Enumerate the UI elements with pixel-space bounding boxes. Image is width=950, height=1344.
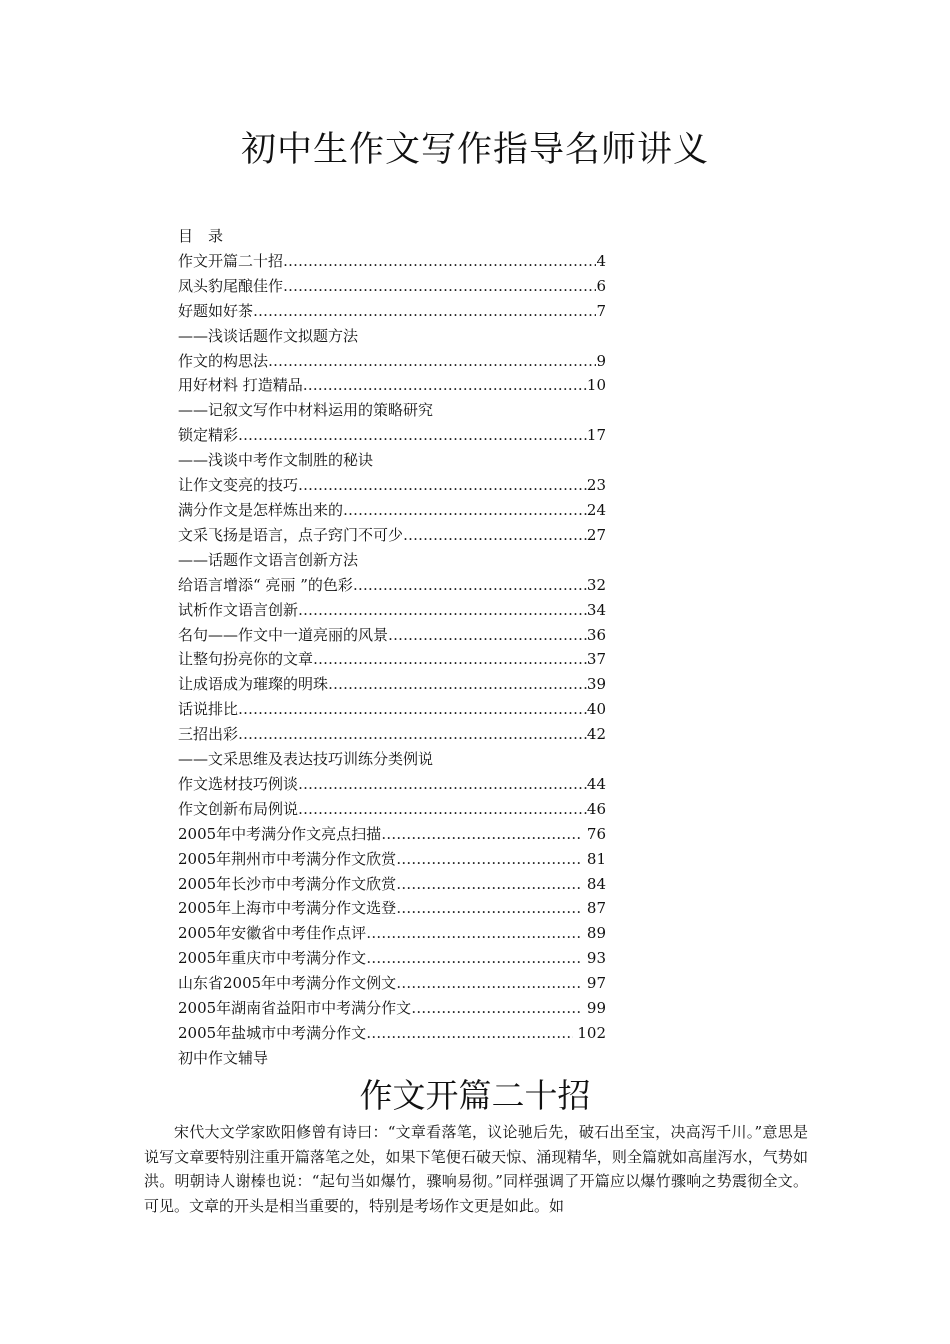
toc-entry-title: 三招出彩 bbox=[178, 725, 239, 744]
toc-entry-title: 山东省2005年中考满分作文例文 bbox=[178, 974, 397, 993]
toc-entry-title: 满分作文是怎样炼出来的 bbox=[178, 500, 344, 519]
toc-entry-page: 89 bbox=[582, 924, 606, 943]
toc-entry-page: 10 bbox=[586, 376, 606, 395]
toc-entry[interactable] bbox=[178, 722, 606, 747]
toc-leader-dots bbox=[298, 598, 587, 623]
toc-entry-title: 2005年中考满分作文亮点扫描 bbox=[178, 824, 382, 843]
toc-subtitle: ——记叙文写作中材料运用的策略研究 bbox=[178, 401, 434, 420]
toc-entry-page: 17 bbox=[586, 426, 606, 445]
toc-leader-dots bbox=[298, 473, 587, 498]
toc-leader-dots bbox=[388, 623, 587, 648]
toc-leader-dots bbox=[366, 946, 582, 971]
section-title: 作文开篇二十招 bbox=[359, 1076, 591, 1115]
toc-entry[interactable] bbox=[178, 523, 606, 548]
toc-leader-dots bbox=[396, 896, 582, 921]
toc-entry[interactable] bbox=[178, 373, 606, 398]
toc-entry-title: 用好材料 打造精品 bbox=[178, 376, 303, 395]
toc-entry-title: 作文开篇二十招 bbox=[178, 251, 284, 270]
toc-leader-dots bbox=[403, 523, 587, 548]
toc-leader-dots bbox=[411, 996, 582, 1021]
toc-entry-page: 23 bbox=[586, 476, 606, 495]
toc-entry-page: 37 bbox=[586, 650, 606, 669]
toc-entry-page: 4 bbox=[596, 251, 606, 270]
toc-entry-title: 作文创新布局例说 bbox=[178, 799, 299, 818]
toc-subtitle: ——话题作文语言创新方法 bbox=[178, 550, 359, 569]
toc-entry-page: 40 bbox=[586, 700, 606, 719]
toc-entry-page: 6 bbox=[596, 276, 606, 295]
toc-entry-page: 34 bbox=[586, 600, 606, 619]
toc-leader-dots bbox=[283, 274, 596, 299]
toc-entry[interactable] bbox=[178, 971, 606, 996]
toc-entry-page: 24 bbox=[586, 500, 606, 519]
toc-leader-dots bbox=[396, 872, 582, 897]
toc-leader-dots bbox=[396, 847, 582, 872]
toc-entry-page: 102 bbox=[572, 1024, 606, 1042]
toc-entry[interactable] bbox=[178, 573, 606, 598]
toc-entry-page: 42 bbox=[586, 725, 606, 744]
toc-leader-dots bbox=[381, 822, 582, 847]
toc-entry-title: 2005年安徽省中考佳作点评 bbox=[178, 924, 367, 943]
toc-leader-dots bbox=[238, 423, 587, 448]
toc-entry-title: 让作文变亮的技巧 bbox=[178, 476, 299, 495]
toc-leader-dots bbox=[396, 971, 582, 996]
toc-leader-dots bbox=[303, 373, 587, 398]
toc-entry-page: 46 bbox=[586, 799, 606, 818]
toc-leader-dots bbox=[238, 722, 587, 747]
toc-entry-title: 让成语成为璀璨的明珠 bbox=[178, 675, 329, 694]
toc-entry[interactable] bbox=[178, 921, 606, 946]
toc-entry-title: 2005年盐城市中考满分作文 bbox=[178, 1024, 367, 1042]
toc-entry[interactable] bbox=[178, 872, 606, 897]
toc-entry-page: 97 bbox=[582, 974, 606, 993]
toc-entry[interactable] bbox=[178, 349, 606, 374]
toc-entry-title: 2005年长沙市中考满分作文欣赏 bbox=[178, 874, 397, 893]
toc-entry-title: 凤头豹尾酿佳作 bbox=[178, 276, 284, 295]
toc-entry-page: 93 bbox=[582, 949, 606, 968]
toc-entry[interactable] bbox=[178, 423, 606, 448]
toc-entry[interactable] bbox=[178, 249, 606, 274]
toc-entry-page: 87 bbox=[582, 899, 606, 918]
toc-leader-dots bbox=[313, 647, 587, 672]
toc-entry-title: 2005年湖南省益阳市中考满分作文 bbox=[178, 999, 412, 1018]
toc-entry-title: 话说排比 bbox=[178, 700, 239, 719]
toc-entry-page: 27 bbox=[586, 525, 606, 544]
table-of-contents bbox=[178, 224, 618, 1071]
toc-entry-page: 7 bbox=[596, 301, 606, 320]
toc-entry-title: 2005年上海市中考满分作文选登 bbox=[178, 899, 397, 918]
toc-entry-title: 让整句扮亮你的文章 bbox=[178, 650, 314, 669]
toc-entry[interactable] bbox=[178, 822, 606, 847]
toc-entry-page: 84 bbox=[582, 874, 606, 893]
toc-entry[interactable] bbox=[178, 896, 606, 921]
toc-leader-dots bbox=[238, 697, 587, 722]
toc-leader-dots bbox=[328, 672, 587, 697]
toc-entry[interactable] bbox=[178, 797, 606, 822]
toc-heading: 目 录 bbox=[178, 227, 224, 245]
toc-entry-title: 好题如好茶 bbox=[178, 301, 254, 320]
toc-entry-page: 76 bbox=[582, 824, 606, 843]
toc-entry-title: 作文选材技巧例谈 bbox=[178, 774, 299, 793]
toc-entry[interactable] bbox=[178, 697, 606, 722]
toc-entry[interactable] bbox=[178, 946, 606, 971]
toc-entry[interactable] bbox=[178, 299, 606, 324]
toc-trailing-text: 初中作文辅导 bbox=[178, 1048, 269, 1067]
toc-leader-dots bbox=[353, 573, 587, 598]
toc-entry[interactable] bbox=[178, 847, 606, 872]
toc-entry-page: 44 bbox=[586, 774, 606, 793]
toc-entry[interactable] bbox=[178, 598, 606, 623]
document-title: 初中生作文写作指导名师讲义 bbox=[240, 130, 709, 170]
toc-entry[interactable] bbox=[178, 996, 606, 1021]
toc-leader-dots bbox=[298, 772, 587, 797]
toc-subtitle: ——浅谈话题作文拟题方法 bbox=[178, 326, 359, 345]
toc-entry[interactable] bbox=[178, 772, 606, 797]
toc-entry-page: 99 bbox=[582, 999, 606, 1018]
toc-leader-dots bbox=[343, 498, 587, 523]
toc-entry-title: 锁定精彩 bbox=[178, 426, 239, 445]
toc-entry-page: 9 bbox=[596, 351, 606, 370]
toc-entry-title: 2005年重庆市中考满分作文 bbox=[178, 949, 367, 968]
toc-entry-page: 81 bbox=[582, 849, 606, 868]
toc-entry-title: 作文的构思法 bbox=[178, 351, 269, 370]
toc-entry-title: 名句——作文中一道亮丽的风景 bbox=[178, 625, 389, 644]
toc-entry-title: 给语言增添“ 亮丽 ”的色彩 bbox=[178, 575, 353, 594]
toc-entry-page: 39 bbox=[586, 675, 606, 694]
toc-entry-title: 试析作文语言创新 bbox=[178, 600, 299, 619]
toc-subtitle: ——浅谈中考作文制胜的秘诀 bbox=[178, 451, 374, 470]
toc-entry-page: 32 bbox=[586, 575, 606, 594]
toc-leader-dots bbox=[283, 249, 596, 274]
toc-entry-title: 2005年荆州市中考满分作文欣赏 bbox=[178, 849, 397, 868]
toc-subtitle: ——文采思维及表达技巧训练分类例说 bbox=[178, 750, 434, 769]
toc-entry[interactable] bbox=[178, 1021, 606, 1046]
toc-leader-dots bbox=[298, 797, 587, 822]
toc-leader-dots bbox=[268, 349, 596, 374]
toc-entry[interactable] bbox=[178, 672, 606, 697]
toc-leader-dots bbox=[366, 921, 582, 946]
section-paragraph: 宋代大文学家欧阳修曾有诗曰：“文章看落笔，议论驰后先，破石出至宝，决高泻千川。”意思是说写文章要特别注重开篇落笔之处，如果下笔便石破天惊、涌现精华，则全篇就如高崖泻水，气势如洪。明朝诗人谢榛也说：“起句当如爆竹，骤响易彻。”同样强调了开篇应以爆竹骤响之势震彻全文。可见。文章的开头是相当重要的，特别是考场作文更是如此。如 bbox=[144, 1123, 808, 1215]
toc-leader-dots bbox=[366, 1021, 572, 1046]
toc-entry[interactable] bbox=[178, 647, 606, 672]
toc-entry[interactable] bbox=[178, 473, 606, 498]
toc-entry[interactable] bbox=[178, 623, 606, 648]
toc-entry[interactable] bbox=[178, 274, 606, 299]
toc-entry-title: 文采飞扬是语言，点子窍门不可少 bbox=[178, 525, 404, 544]
toc-entry-page: 36 bbox=[586, 625, 606, 644]
toc-entry[interactable] bbox=[178, 498, 606, 523]
toc-leader-dots bbox=[253, 299, 596, 324]
